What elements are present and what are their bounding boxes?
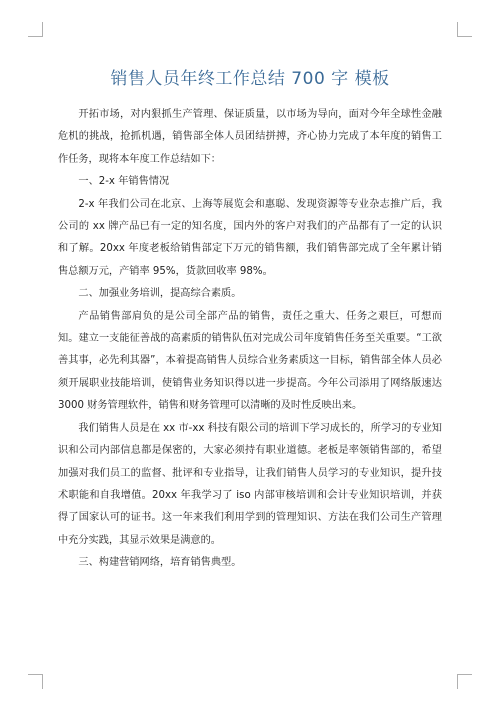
document-title: 销售人员年终工作总结 700 字 模板 bbox=[110, 69, 390, 89]
document-body bbox=[58, 104, 442, 575]
section-heading-network: 三、构建营销网络，培育销售典型。 bbox=[78, 557, 242, 569]
page-corner-mark-bottom-right bbox=[457, 674, 472, 689]
paragraph-staff-learning: 我们销售人员是在 xx 市-xx 科技有限公司的培训下学习成长的，所学习的专业知识和公司内部信息都是保密的，大家必须持有职业道德。老板是率领销售部的，希望加强对我们员工的监督、批评和专业指导，让我们销售人员学习的专业知识，提升技术职能和自我增值。20xx 年我学习了 iso 内部审核培训和会计专业知识培训，并获得了国家认可的证书。这一年来我们利用学到的管理知识、方法在我们公司生产管理中充分实践，其显示效果是满意的。 bbox=[58, 422, 442, 546]
section-heading-sales: 一、2-x 年销售情况 bbox=[78, 176, 170, 188]
section-heading-training: 二、加强业务培训，提高综合素质。 bbox=[78, 288, 242, 300]
page-corner-mark-top-right bbox=[457, 22, 472, 37]
paragraph-training: 产品销售部肩负的是公司全部产品的销售，责任之重大、任务之艰巨，可想而知。建立一支能征善战的高素质的销售队伍对完成公司年度销售任务至关重要。“工欲善其事，必先利其器”，本着提高销售人员综合业务素质这一目标，销售部全体人员必须开展职业技能培训，使销售业务知识得以进一步提高。今年公司添用了网络版速达 3000 财务管理软件，销售和财务管理可以清晰的及时性反映出来。 bbox=[58, 310, 442, 412]
paragraph-intro: 开拓市场，对内狠抓生产管理、保证质量，以市场为导向，面对今年全球性金融危机的挑战，抢抓机遇，销售部全体人员团结拼搏，齐心协力完成了本年度的销售工作任务，现将本年度工作总结如下： bbox=[58, 109, 442, 165]
page-corner-mark-top-left bbox=[28, 22, 43, 37]
page-corner-mark-bottom-left bbox=[28, 674, 43, 689]
paragraph-sales: 2-x 年我们公司在北京、上海等展览会和惠聪、发现资源等专业杂志推广后，我公司的 xx 牌产品已有一定的知名度，国内外的客户对我们的产品都有了一定的认识和了解。20xx 年度老板给销售部定下万元的销售额，我们销售部完成了全年累计销售总额万元，产销率 95%，货款回收率 98%。 bbox=[58, 198, 442, 277]
